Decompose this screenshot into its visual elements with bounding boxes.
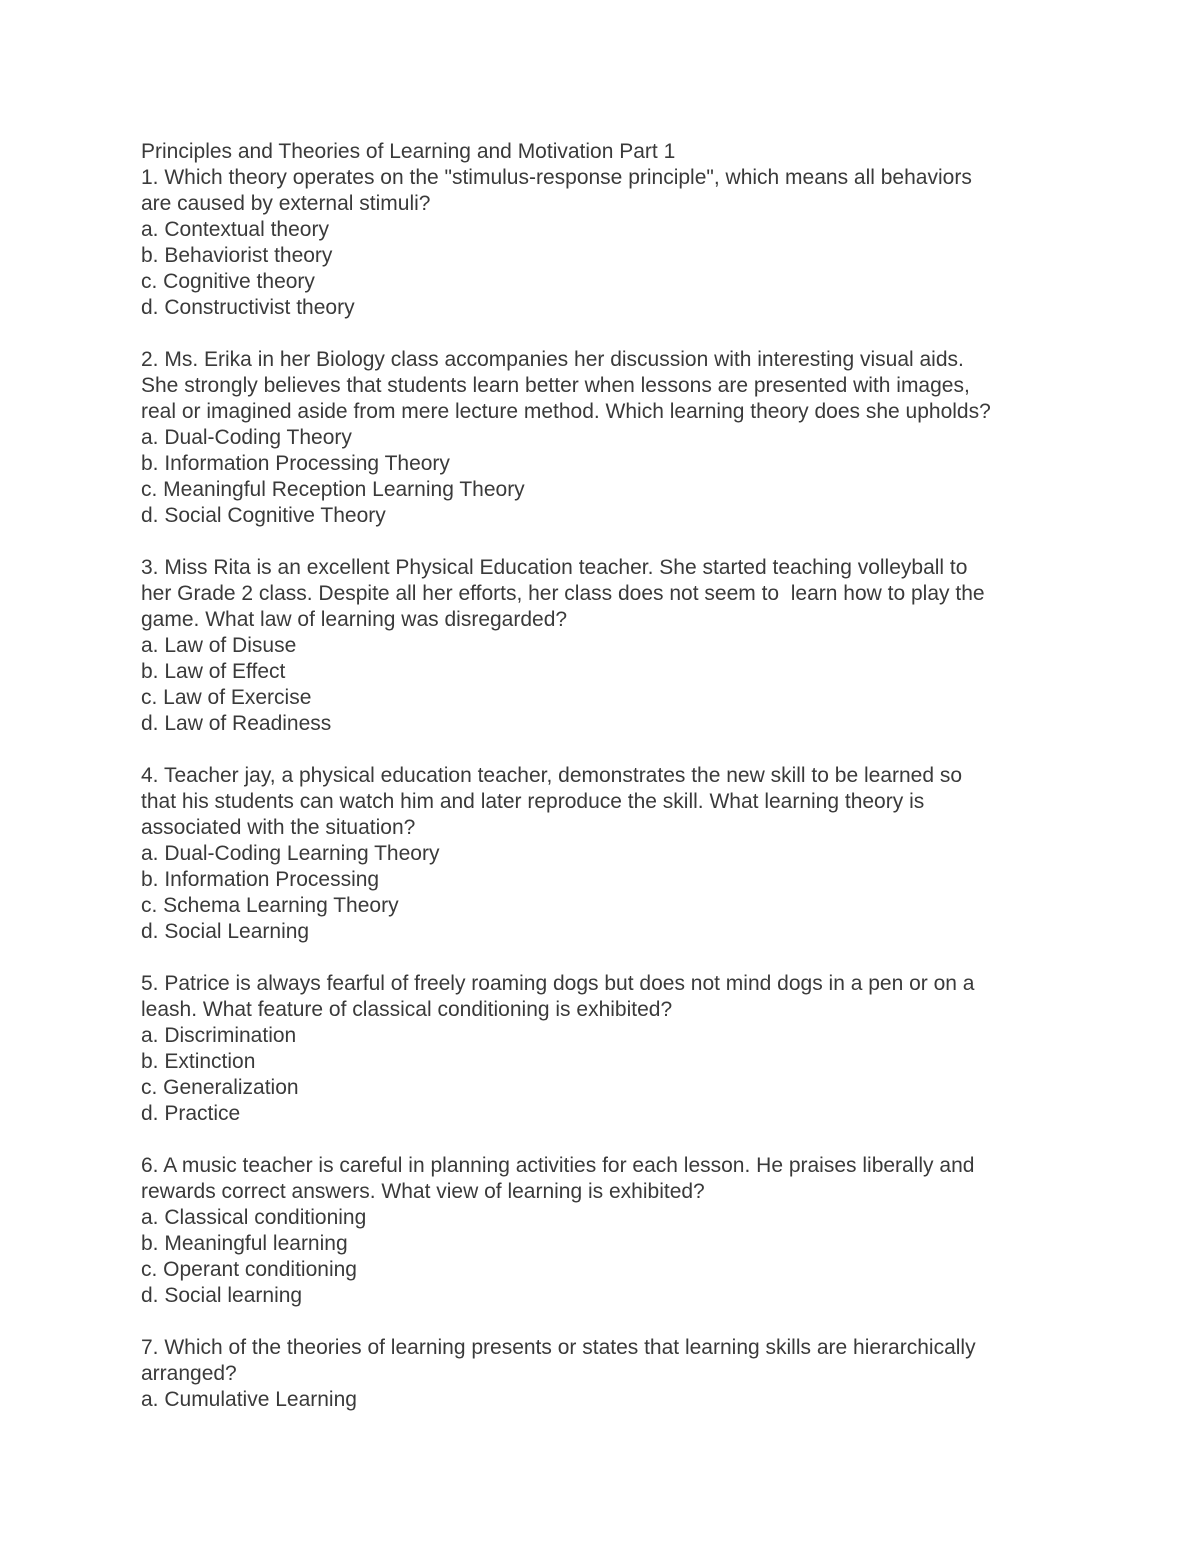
answer-option: c. Cognitive theory: [141, 270, 315, 293]
question-text-line: 6. A music teacher is careful in planning activities for each lesson. He praises liberally and: [141, 1154, 975, 1177]
question-text-line: her Grade 2 class. Despite all her efforts, her class does not seem to learn how to play the: [141, 582, 985, 605]
answer-option: c. Schema Learning Theory: [141, 894, 399, 917]
answer-option: a. Cumulative Learning: [141, 1388, 357, 1411]
answer-option: d. Social Learning: [141, 920, 310, 943]
question-text-line: She strongly believes that students learn better when lessons are presented with images,: [141, 374, 970, 397]
question-text-line: 4. Teacher jay, a physical education teacher, demonstrates the new skill to be learned so: [141, 764, 963, 787]
question-text-line: 7. Which of the theories of learning presents or states that learning skills are hierarchically: [141, 1336, 976, 1359]
answer-option: a. Dual-Coding Learning Theory: [141, 842, 440, 865]
spacer: [141, 1127, 1071, 1153]
answer-option: c. Law of Exercise: [141, 686, 312, 709]
answer-option: b. Information Processing: [141, 868, 380, 891]
document-title: Principles and Theories of Learning and Motivation Part 1: [141, 140, 676, 163]
question-text-line: 3. Miss Rita is an excellent Physical Education teacher. She started teaching volleyball to: [141, 556, 968, 579]
question-5: [141, 971, 1071, 1127]
answer-option: b. Information Processing Theory: [141, 452, 450, 475]
spacer: [141, 945, 1071, 971]
question-text-line: arranged?: [141, 1362, 237, 1385]
answer-option: b. Law of Effect: [141, 660, 286, 683]
spacer: [141, 737, 1071, 763]
question-text-line: are caused by external stimuli?: [141, 192, 431, 215]
answer-option: d. Practice: [141, 1102, 241, 1125]
question-3: [141, 555, 1071, 737]
question-text-line: game. What law of learning was disregarded?: [141, 608, 568, 631]
answer-option: a. Dual-Coding Theory: [141, 426, 352, 449]
question-text-line: rewards correct answers. What view of learning is exhibited?: [141, 1180, 705, 1203]
spacer: [141, 321, 1071, 347]
answer-option: b. Meaningful learning: [141, 1232, 348, 1255]
question-text-line: leash. What feature of classical conditioning is exhibited?: [141, 998, 673, 1021]
question-2: [141, 347, 1071, 529]
question-text-line: that his students can watch him and later reproduce the skill. What learning theory is: [141, 790, 925, 813]
answer-option: a. Contextual theory: [141, 218, 329, 241]
answer-option: d. Law of Readiness: [141, 712, 332, 735]
question-6: [141, 1153, 1071, 1309]
question-1: [141, 165, 1071, 321]
question-text-line: associated with the situation?: [141, 816, 416, 839]
spacer: [141, 529, 1071, 555]
answer-option: d. Social Cognitive Theory: [141, 504, 386, 527]
answer-option: b. Behaviorist theory: [141, 244, 333, 267]
question-text-line: 5. Patrice is always fearful of freely roaming dogs but does not mind dogs in a pen or on a: [141, 972, 975, 995]
question-4: [141, 763, 1071, 945]
answer-option: a. Classical conditioning: [141, 1206, 367, 1229]
answer-option: a. Discrimination: [141, 1024, 297, 1047]
answer-option: c. Generalization: [141, 1076, 299, 1099]
spacer: [141, 1309, 1071, 1335]
answer-option: c. Meaningful Reception Learning Theory: [141, 478, 525, 501]
answer-option: d. Social learning: [141, 1284, 303, 1307]
answer-option: c. Operant conditioning: [141, 1258, 357, 1281]
question-text-line: 1. Which theory operates on the "stimulus-response principle", which means all behaviors: [141, 166, 972, 189]
question-7: [141, 1335, 1071, 1413]
answer-option: b. Extinction: [141, 1050, 256, 1073]
answer-option: d. Constructivist theory: [141, 296, 355, 319]
answer-option: a. Law of Disuse: [141, 634, 297, 657]
question-text-line: real or imagined aside from mere lecture method. Which learning theory does she upholds?: [141, 400, 991, 423]
document-page: [141, 139, 1071, 1413]
question-text-line: 2. Ms. Erika in her Biology class accompanies her discussion with interesting visual aids.: [141, 348, 964, 371]
